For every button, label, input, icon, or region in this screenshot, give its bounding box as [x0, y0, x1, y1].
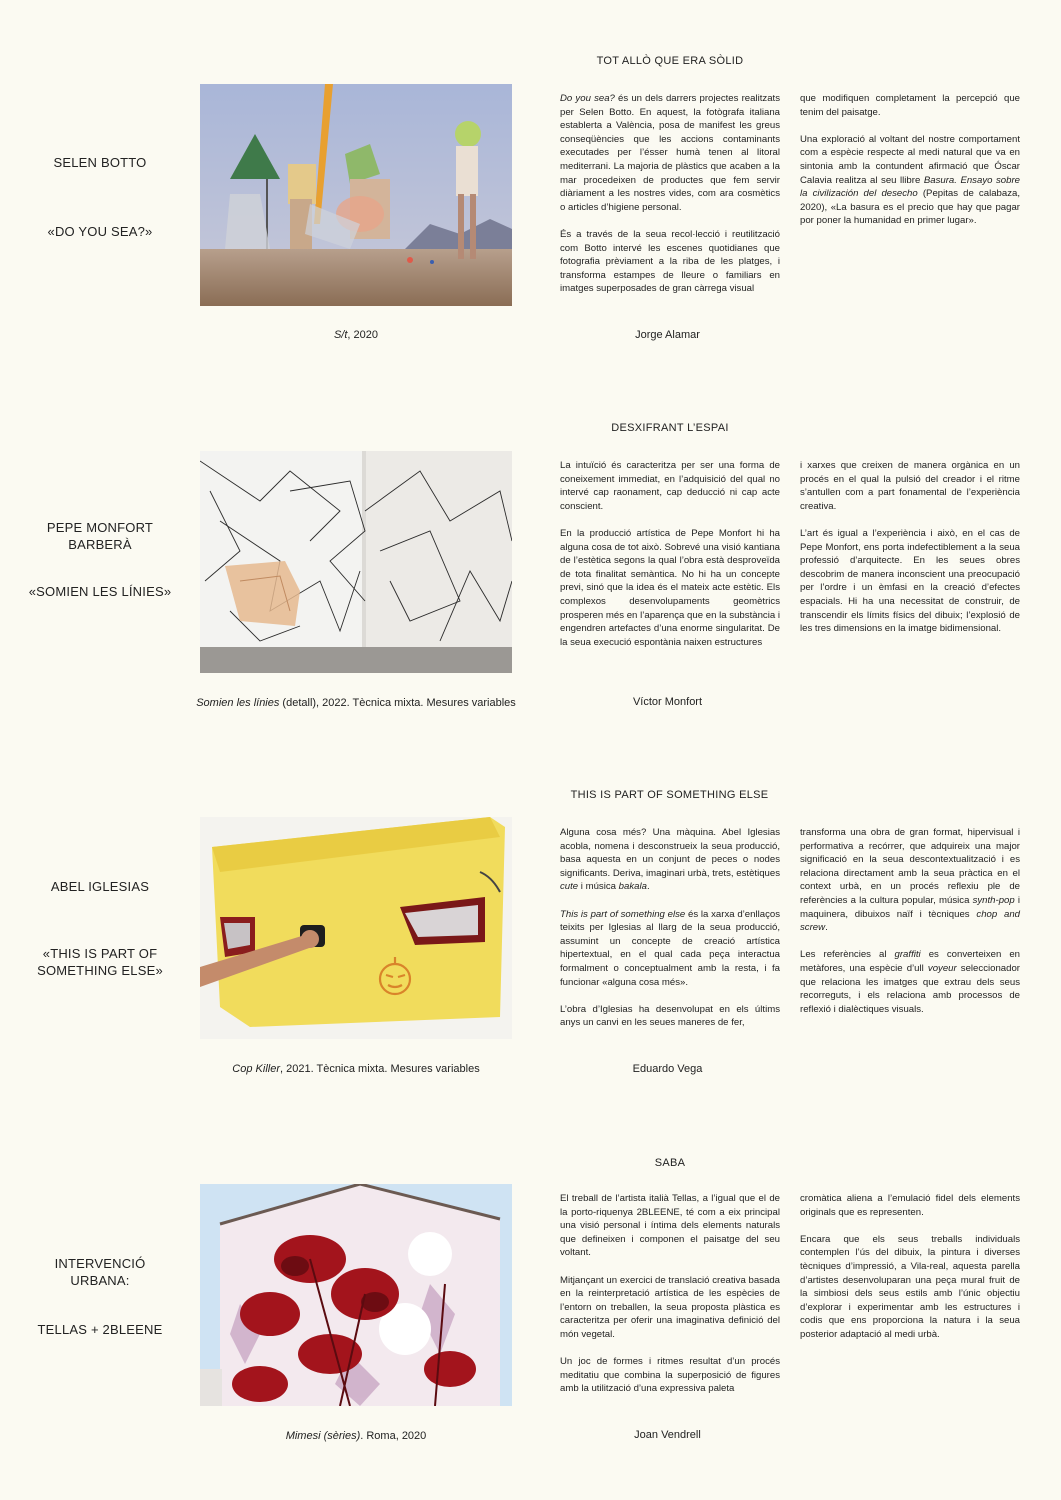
italic-text: voyeur — [927, 962, 957, 974]
essay-column-2 — [800, 92, 1020, 242]
artwork-photo — [200, 451, 512, 673]
italic-text: This is part of something else — [560, 908, 686, 920]
text: Una exploració al voltant del nostre comportament com a espècie respecte al medi natural que va en sintonia amb la contundent afirmació que Óscar Calavia realitza al seu llibre — [800, 133, 1020, 186]
paragraph: Mitjançant un exercici de translació creativa basada en la reinterpretació artística de les espècies de l’entorn on treballen, la seua proposta plàstica es caracteritza per oferir una imaginativa definició del món vegetal. — [560, 1274, 780, 1340]
artwork-caption — [170, 1062, 542, 1076]
artist-name-line-1: INTERVENCIÓ — [54, 1256, 146, 1271]
text: transforma una obra de gran format, hipervisual i performativa a recórrer, que adquireix una major significació en la seua descontextualització i es relaciona directament amb la seua pràctica en el context urbà, en un procés reflexiu ple de referències a la cultura popular, música — [800, 827, 1020, 906]
paragraph: i xarxes que creixen de manera orgànica en un procés en el qual la pulsió del creador i el ritme s’antullen com a part fonamental de l’experiència creativa. — [800, 460, 1020, 512]
essay-author: Jorge Alamar — [635, 329, 700, 341]
paragraph: El treball de l’artista italià Tellas, a l’igual que el de la porto-riquenya 2BLEENE, té com a eix principal una visió personal i íntima dels elements naturals que defineixen i componen el paisatge del seu voltant. — [560, 1193, 780, 1259]
essay-column-1 — [560, 1192, 780, 1410]
italic-text: chop and screw — [800, 908, 1020, 934]
paragraph — [800, 133, 1020, 228]
essay-column-1 — [560, 459, 780, 663]
essay-title: SABA — [654, 1157, 686, 1169]
essay-title: THIS IS PART OF SOMETHING ELSE — [570, 789, 769, 801]
essay-column-1 — [560, 92, 780, 310]
text: . — [646, 881, 650, 893]
essay-column-2 — [800, 459, 1020, 649]
artist-block — [0, 1255, 200, 1338]
paragraph: L’obra d’Iglesias ha desenvolupat en els últims anys un canvi en les seues maneres de fer, — [560, 1003, 780, 1029]
italic-text: bakala — [618, 881, 647, 893]
work-title: «THIS IS PART OF SOMETHING ELSE» — [37, 946, 163, 978]
artwork-photo — [200, 1184, 512, 1406]
italic-text: Do you sea? — [560, 93, 615, 104]
caption-title: S/t — [333, 329, 348, 341]
paragraph — [560, 826, 780, 894]
artist-block — [0, 519, 200, 600]
artist-name: ABEL IGLESIAS — [50, 879, 150, 894]
paragraph — [560, 228, 780, 296]
caption-details: , 2020 — [347, 329, 379, 341]
text: és un dels darrers projectes realitzats per Selen Botto. En aquest, la fotògrafa italiana establerta a València, posa de manifest les greus conseqüències que les accions contaminants executades per l’ésser humà tenen al litoral mediterrani. La majoria de plàstics que acaben a la mar procedeixen de productes que fem servir diàriament a les nostres vides, com ara cosmètics o articles d’higiene personal. — [560, 93, 780, 213]
essay-author: Joan Vendrell — [634, 1429, 701, 1441]
artwork-caption — [170, 328, 542, 342]
paragraph — [560, 92, 780, 214]
caption-details: , 2021. Tècnica mixta. Mesures variables — [279, 1063, 480, 1075]
essay-title: TOT ALLÒ QUE ERA SÒLID — [596, 55, 744, 67]
paragraph — [560, 908, 780, 990]
essay-author: Eduardo Vega — [632, 1063, 703, 1075]
italic-text: graffiti — [894, 949, 921, 961]
artwork-photo — [200, 817, 512, 1039]
paragraph: que modifiquen completament la percepció que tenim del paisatge. — [800, 93, 1020, 118]
text: és la xarxa d’enllaços teixits per Iglesias al llarg de la seua producció, assumint un concepte de creació artística hipertextual, en el qual cada peça interactua formalment o conceptualment amb la resta, i fa funcionar «alguna cosa més». — [560, 908, 781, 988]
text: Les referències al — [800, 949, 895, 961]
paragraph: cromàtica aliena a l’emulació fidel dels elements originals que es representen. — [800, 1193, 1020, 1218]
text: . — [825, 922, 828, 934]
paragraph — [800, 948, 1020, 1016]
artist-block — [0, 878, 200, 979]
italic-text: cute — [560, 881, 579, 893]
paragraph: La intuïció és caracteritza per ser una forma de coneixement immediat, en l’adquisició del qual no intervé cap raonament, cap deducció ni cap acte conscient. — [560, 460, 780, 512]
text: Alguna cosa més? Una màquina. Abel Iglesias acobla, nomena i desconstrueix la seua producció, basa aquesta en un conjunt de peces o nodes significants. Deriva, imaginari urbà, trets, estètiques — [560, 827, 780, 879]
essay-column-2 — [800, 826, 1020, 1030]
artist-name: SELEN BOTTO — [53, 155, 147, 170]
work-title: TELLAS + 2BLEENE — [37, 1322, 163, 1337]
essay-title: DESXIFRANT L’ESPAI — [611, 422, 729, 434]
artist-name-line-2: URBANA: — [70, 1273, 130, 1288]
caption-title: Cop Killer — [232, 1063, 280, 1075]
italic-text: Basura. Ensayo sobre la civilización del desecho — [800, 174, 1020, 200]
text: seleccionador que relaciona les imatges que extrau dels seus recorreguts, i els relaciona amb processos de reflexió i dialèctiques visuals. — [800, 962, 1020, 1015]
paragraph: L’art és igual a l’experiència i això, en el cas de Pepe Monfort, ens porta indefectiblement a la seua professió d’arquitecte. En les seues obres descobrim de manera inconscient una preocupació per l’ordre i un èmfasi en la creació d’efectes espacials. Hi ha una necessitat de construir, de transcendir els límits físics del dibuix; l’explosió de les tres dimensions en la imatge bidimensional. — [800, 527, 1020, 635]
artwork-caption — [170, 1429, 542, 1443]
caption-title: Somien les línies — [196, 697, 280, 709]
work-title: «SOMIEN LES LÍNIES» — [28, 584, 172, 599]
essay-author: Víctor Monfort — [632, 696, 703, 708]
artwork-photo — [200, 84, 512, 306]
text: es converteixen en metàfores, una espècie d’ull — [800, 949, 1021, 974]
text: i música — [578, 881, 619, 893]
essay-column-1 — [560, 826, 780, 1044]
paragraph: Encara que els seus treballs individuals contemplen l’ús del dibuix, la pintura i diverses tècniques d’impressió, a Vila-real, aquesta parella d’artistes desenvoluparan una peça mural fruit de la simbiosi dels seus estils amb l’únic objectiu d’explorar i experimentar amb les estructures i codis que ens proporciona la natura i la seua posterior adaptació al medi urbà. — [800, 1233, 1020, 1340]
caption-details: (detall), 2022. Tècnica mixta. Mesures variables — [279, 697, 516, 709]
artist-name: PEPE MONFORT BARBERÀ — [46, 520, 154, 552]
italic-text: synth-pop — [972, 894, 1015, 906]
paragraph: Un joc de formes i ritmes resultat d’un procés meditatiu que combina la superposició de figures amb la utilització d’una expressiva paleta — [560, 1356, 780, 1395]
text: És a través de la seua recol·lecció i reutilització com Botto intervé les escenes quotidianes que fotografia prèviament a la riba de les platges, i transforma estampes de lleure o familiars en imatges superposades de gran càrrega visual — [560, 228, 780, 295]
text: (Pepitas de calabaza, 2020), «La basura es el precio que hay que pagar por poner la humanidad en primer lugar». — [800, 188, 1021, 227]
paragraph: En la producció artística de Pepe Monfort hi ha alguna cosa de tot això. Sobrevé una visió kantiana de l’estètica segons la qual l’obra està desproveïda de tota finalitat semàntica. No hi ha un concepte previ, sinó que la idea és el mateix acte estètic. Els complexos desenvolupaments geomètrics prosperen més en l’aparença que en la substància i engendren artefactes d’una enorme singularitat. De la seua execució espontània naixen estructures — [560, 527, 780, 648]
essay-column-2 — [800, 1192, 1020, 1355]
caption-details: . Roma, 2020 — [360, 1430, 427, 1442]
text: i maquinera, dibuixos naïf i tècniques — [800, 894, 1021, 920]
paragraph — [800, 826, 1020, 935]
work-title: «DO YOU SEA?» — [47, 224, 153, 239]
artist-block — [0, 154, 200, 240]
artwork-caption — [170, 696, 542, 710]
caption-title: Mimesi (sèries) — [285, 1430, 361, 1442]
